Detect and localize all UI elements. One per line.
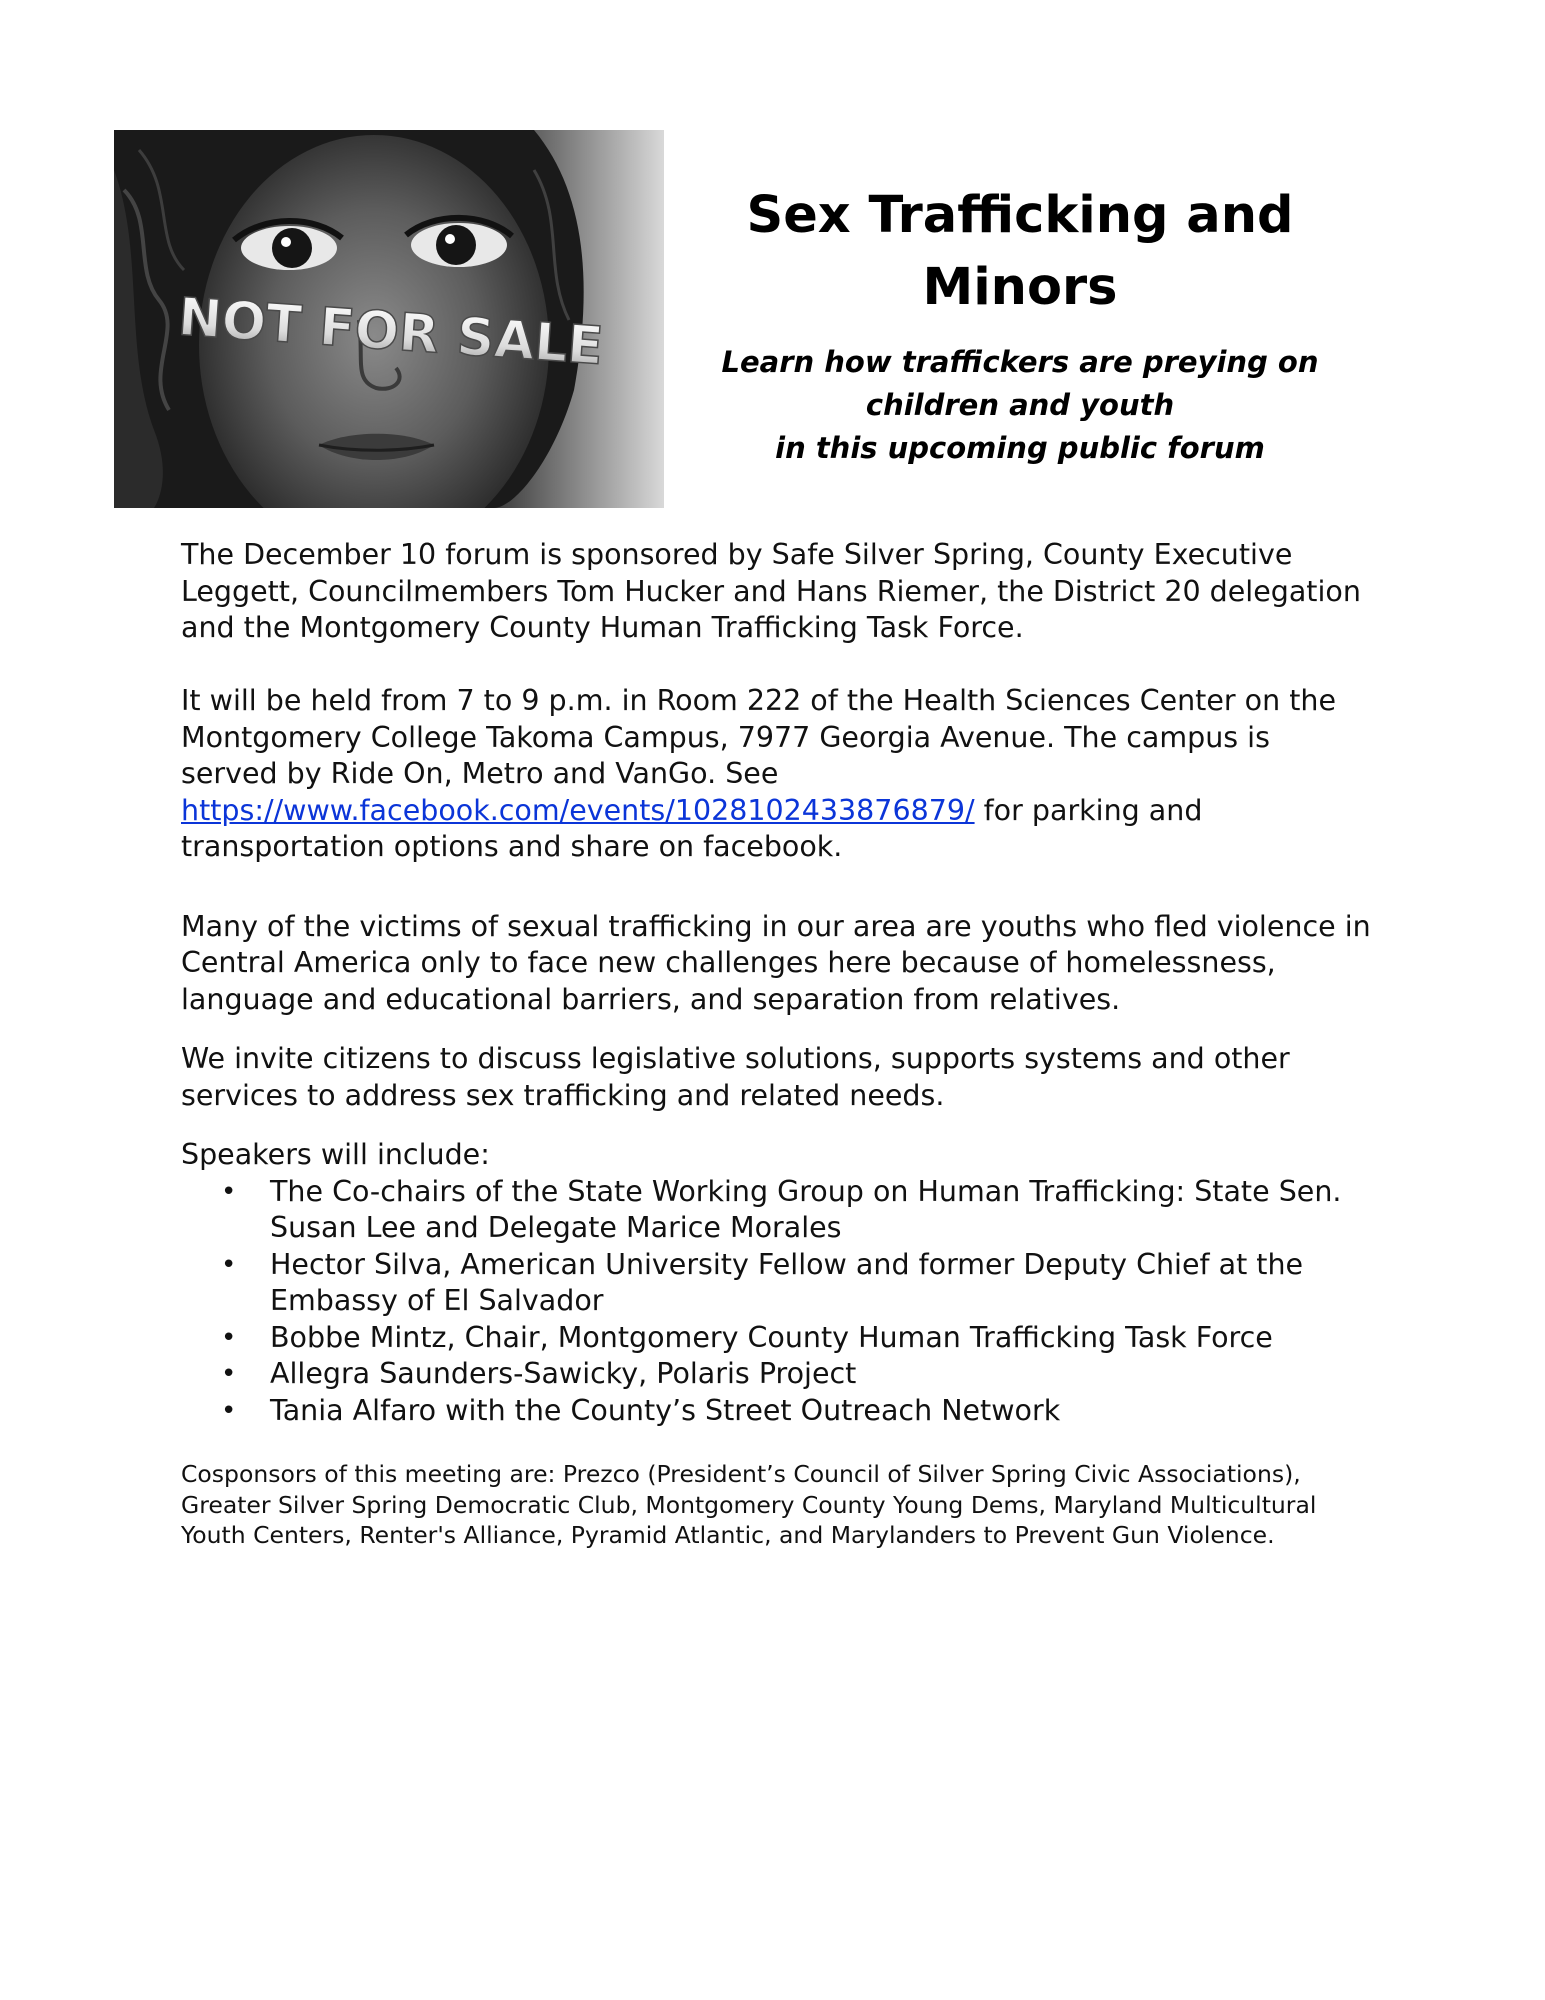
speaker-text: Tania Alfaro with the County’s Street Outreach Network [270, 1393, 1061, 1427]
child-portrait-image [114, 130, 664, 508]
bullet-icon: • [221, 1249, 237, 1280]
page-title [660, 180, 1380, 324]
venue-text: It will be held from 7 to 9 p.m. in Room 222 of the Health Sciences Center on the Montgomery College Takoma Campus, 7977 Georgia Avenue. The campus is served by Ride On, Metro and VanGo. See [181, 684, 1337, 790]
title-line-1: Sex Trafficking and [746, 186, 1294, 245]
list-item [181, 1320, 1371, 1357]
bullet-icon: • [221, 1176, 237, 1207]
speaker-text: Allegra Saunders-Sawicky, Polaris Project [270, 1357, 857, 1390]
speaker-text: Hector Silva, American University Fellow and former Deputy Chief at the Embassy of El Salvador [270, 1247, 1304, 1317]
subtitle [660, 341, 1380, 470]
speaker-text: The Co-chairs of the State Working Group on Human Trafficking: State Sen. Susan Lee and Delegate Marice Morales [270, 1174, 1342, 1244]
list-item [181, 1393, 1371, 1430]
not-for-sale-overlay: NOT FOR SALE [176, 287, 605, 377]
subtitle-line-2: children and youth [865, 388, 1175, 422]
bullet-icon: • [221, 1359, 237, 1389]
hero-photo [114, 130, 664, 508]
invitation-paragraph: We invite citizens to discuss legislative solutions, supports systems and other services to address sex trafficking and related needs. [181, 1042, 1290, 1112]
speaker-text: Bobbe Mintz, Chair, Montgomery County Human Trafficking Task Force [270, 1320, 1273, 1354]
speakers-heading: Speakers will include: [181, 1138, 490, 1171]
list-item [181, 1356, 1371, 1393]
speakers-list [181, 1174, 1371, 1430]
subtitle-line-1: Learn how traffickers are preying on [721, 345, 1319, 379]
body-content [181, 537, 1371, 1551]
facebook-event-link[interactable]: https://www.facebook.com/events/1028102433876879/ [181, 793, 975, 827]
sponsors-paragraph: The December 10 forum is sponsored by Safe Silver Spring, County Executive Leggett, Councilmembers Tom Hucker and Hans Riemer, the District 20 delegation and the Montgomery County Human Trafficking Task Force. [181, 538, 1361, 644]
bullet-icon: • [221, 1322, 237, 1353]
subtitle-line-3: in this upcoming public forum [775, 431, 1265, 465]
title-line-2: Minors [922, 258, 1118, 317]
list-item [181, 1247, 1371, 1320]
victims-paragraph: Many of the victims of sexual trafficking in our area are youths who fled violence in Central America only to face new challenges here because of homelessness, language and educational barriers, and separation from relatives. [181, 909, 1371, 1016]
venue-text-end: for parking and transportation options and share on facebook. [181, 793, 1203, 863]
venue-paragraph [181, 683, 1371, 866]
bullet-icon: • [221, 1395, 237, 1426]
cosponsors-paragraph: Cosponsors of this meeting are: Prezco (President’s Council of Silver Spring Civic Associations), Greater Silver Spring Democratic Club, Montgomery County Young Dems, Maryland Multicultural Youth Centers, Renter's Alliance, Pyramid Atlantic, and Marylanders to Prevent Gun Violence. [181, 1460, 1317, 1549]
list-item [181, 1174, 1371, 1247]
